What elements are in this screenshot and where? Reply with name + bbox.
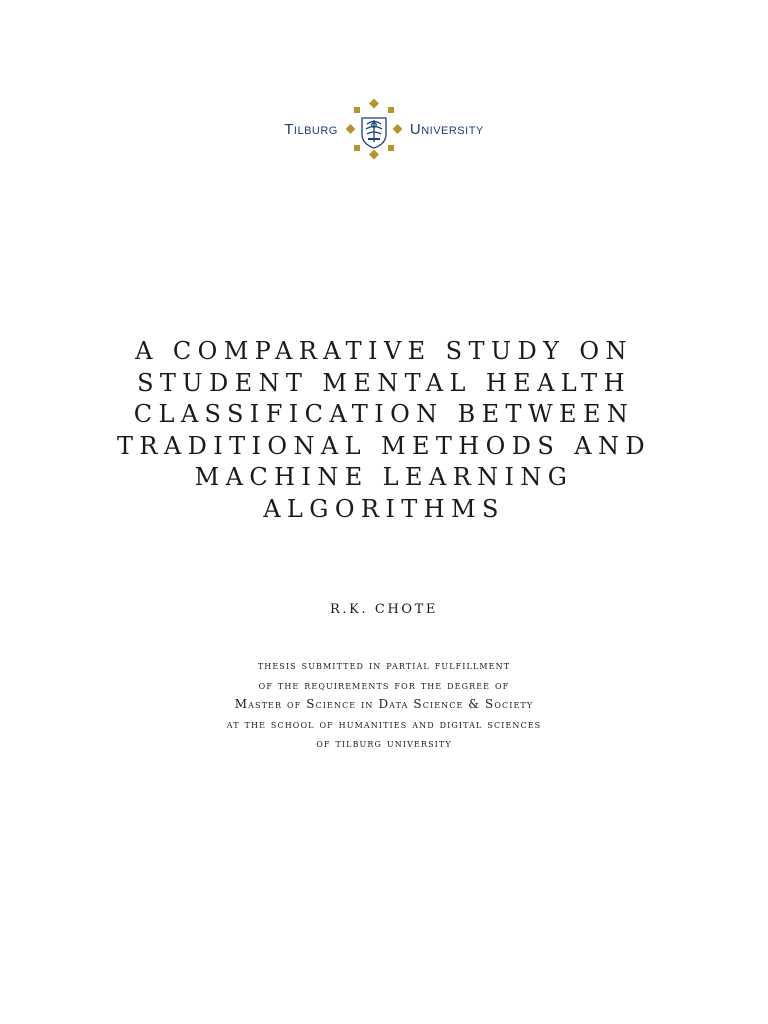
logo-word-university: University — [409, 120, 484, 138]
title-line: MACHINE LEARNING — [194, 463, 574, 491]
title-line: CLASSIFICATION BETWEEN — [133, 400, 635, 428]
logo-word-tilburg: Tilburg — [284, 120, 338, 138]
title-line: STUDENT MENTAL HEALTH — [137, 368, 631, 397]
thesis-title — [60, 336, 708, 525]
university-emblem-icon — [346, 98, 402, 160]
statement-line: Master of Science in Data Science & Society — [234, 697, 534, 711]
university-logo — [0, 98, 768, 160]
title-line: A COMPARATIVE STUDY ON — [135, 337, 633, 365]
title-line: ALGORITHMS — [263, 494, 505, 523]
author-name: R.K. CHOTE — [330, 602, 438, 617]
title-line: TRADITIONAL METHODS AND — [117, 431, 651, 460]
statement-line: of the requirements for the degree of — [258, 677, 510, 692]
thesis-statement — [0, 656, 768, 754]
statement-line: at the school of humanities and digital sciences — [226, 716, 542, 731]
statement-line: of tilburg university — [316, 736, 452, 750]
statement-line: thesis submitted in partial fulfillment — [257, 658, 511, 672]
